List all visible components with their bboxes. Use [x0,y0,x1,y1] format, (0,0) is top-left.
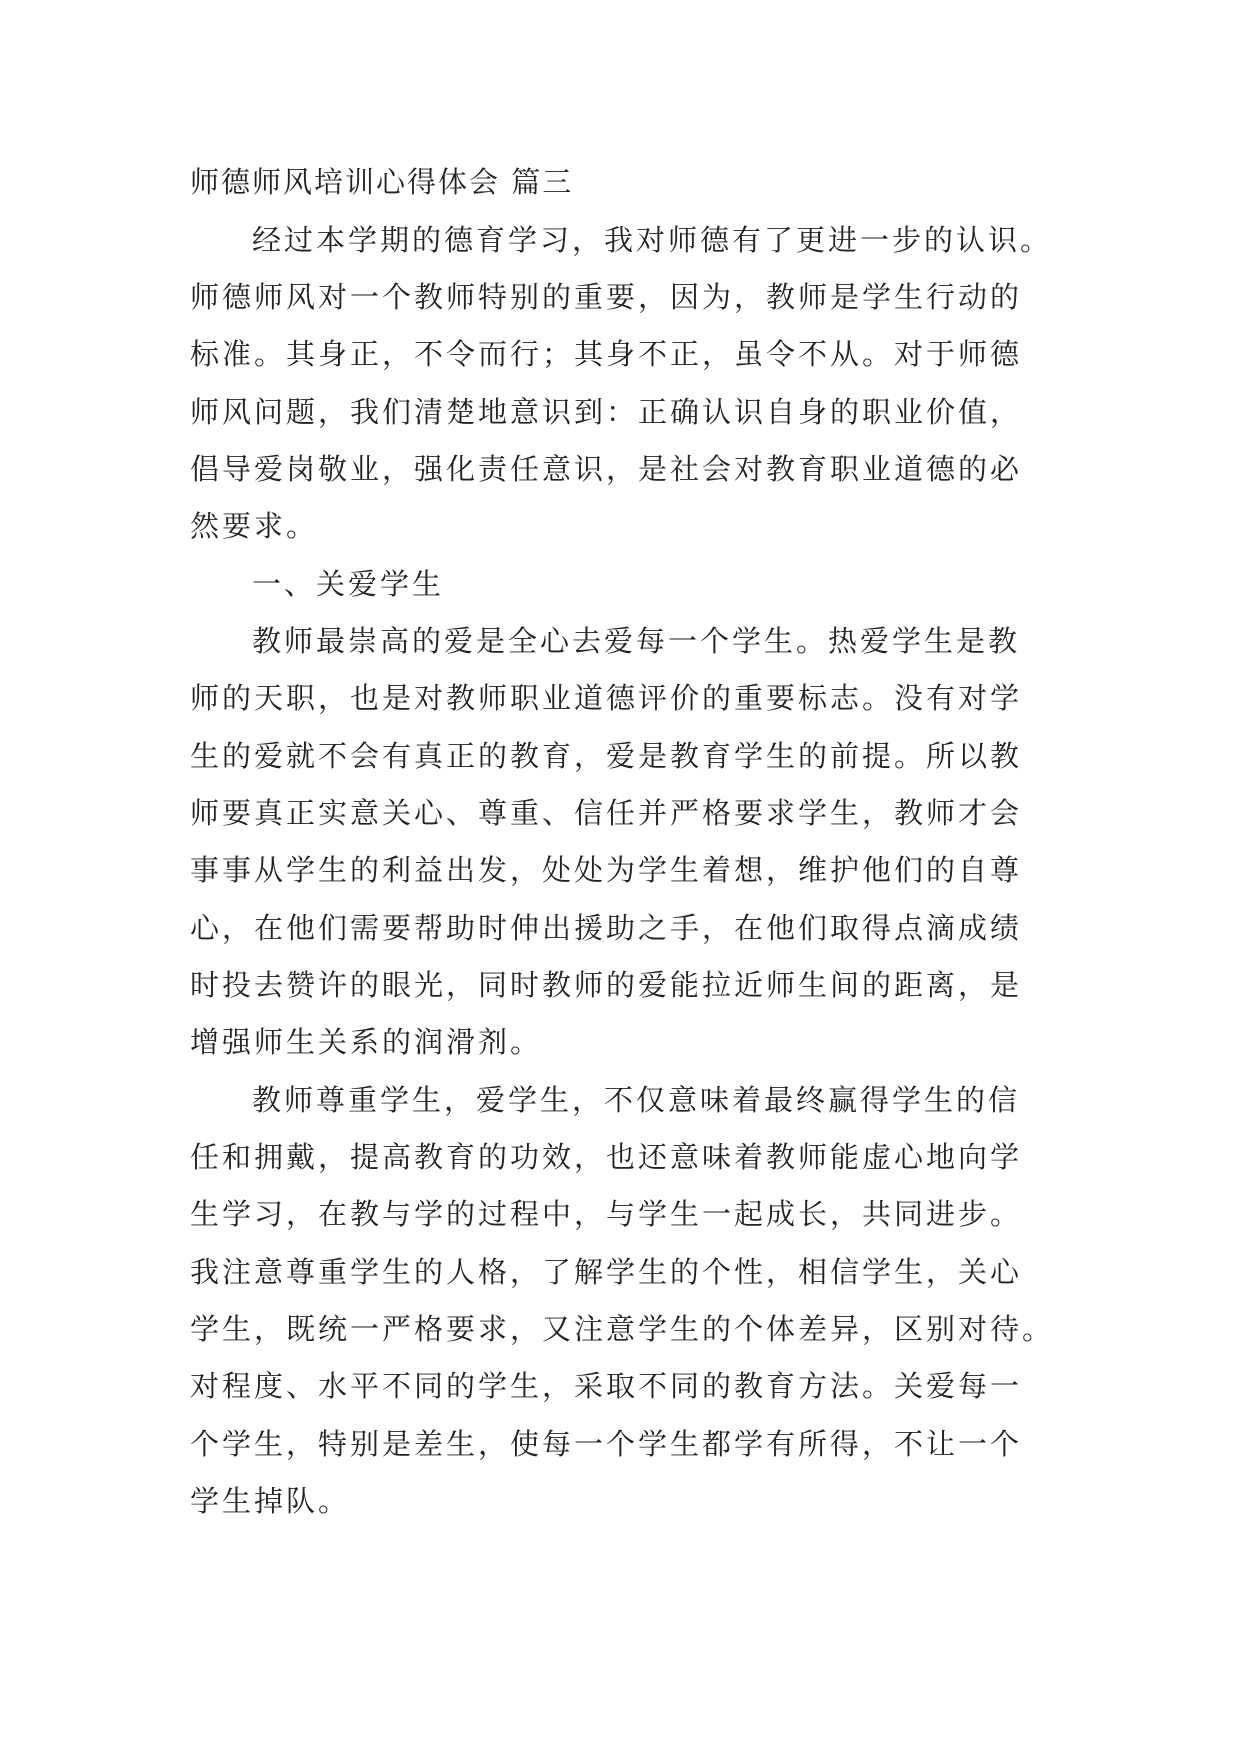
paragraph-line: 标准。其身正，不令而行；其身不正，虽令不从。对于师德 [190,337,1023,371]
paragraph-line: 事事从学生的利益出发，处处为学生着想，维护他们的自尊 [190,853,1023,887]
paragraph-line: 对程度、水平不同的学生，采取不同的教育方法。关爱每一 [190,1369,1023,1403]
paragraph-line: 生学习，在教与学的过程中，与学生一起成长，共同进步。 [190,1197,1023,1231]
paragraph-line: 师风问题，我们清楚地意识到：正确认识自身的职业价值， [190,395,1023,429]
paragraph-line: 个学生，特别是差生，使每一个学生都学有所得，不让一个 [190,1427,1023,1461]
paragraph-line: 然要求。 [190,509,319,543]
paragraph-line: 师的天职，也是对教师职业道德评价的重要标志。没有对学 [190,681,1023,715]
section-heading: 一、关爱学生 [252,567,445,601]
paragraph-line: 我注意尊重学生的人格，了解学生的个性，相信学生，关心 [190,1255,1023,1289]
paragraph-line: 倡导爱岗敬业，强化责任意识，是社会对教育职业道德的必 [190,452,1023,486]
paragraph-line: 生的爱就不会有真正的教育，爱是教育学生的前提。所以教 [190,739,1023,773]
paragraph-line: 时投去赞许的眼光，同时教师的爱能拉近师生间的距离，是 [190,968,1023,1002]
document-title: 师德师风培训心得体会 篇三 [190,165,574,199]
paragraph-line: 心，在他们需要帮助时伸出援助之手，在他们取得点滴成绩 [190,911,1023,945]
paragraph-line: 学生掉队。 [190,1484,351,1518]
paragraph-line: 学生，既统一严格要求，又注意学生的个体差异，区别对待。 [190,1312,1055,1346]
paragraph-line: 任和拥戴，提高教育的功效，也还意味着教师能虚心地向学 [190,1140,1023,1174]
paragraph-line: 教师最崇高的爱是全心去爱每一个学生。热爱学生是教 [252,624,1021,658]
paragraph-line: 师要真正实意关心、尊重、信任并严格要求学生，教师才会 [190,796,1023,830]
paragraph-line: 经过本学期的德育学习，我对师德有了更进一步的认识。 [252,223,1053,257]
paragraph-line: 增强师生关系的润滑剂。 [190,1025,543,1059]
paragraph-line: 教师尊重学生，爱学生，不仅意味着最终赢得学生的信 [252,1083,1021,1117]
paragraph-line: 师德师风对一个教师特别的重要，因为，教师是学生行动的 [190,280,1023,314]
